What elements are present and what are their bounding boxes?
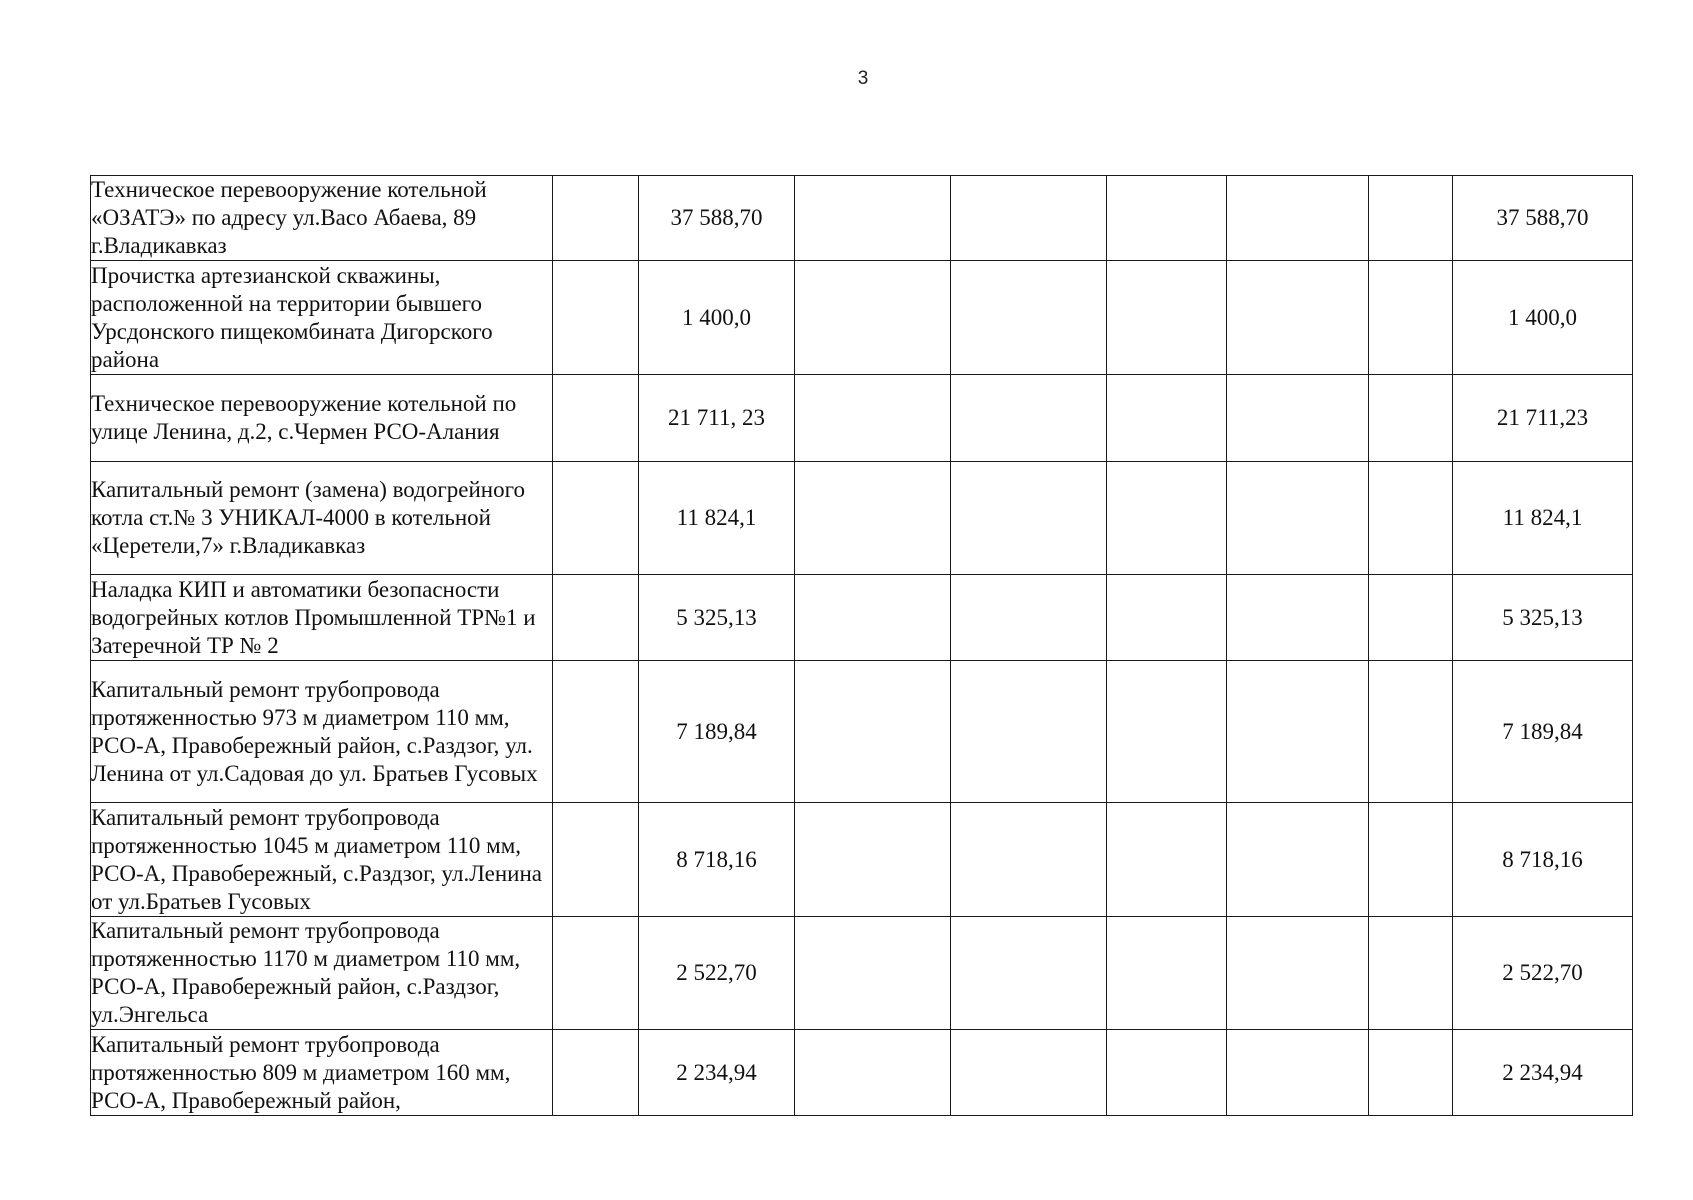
empty-cell (1107, 261, 1227, 375)
row-total: 11 824,1 (1453, 462, 1633, 575)
empty-cell (553, 462, 639, 575)
empty-cell (951, 261, 1107, 375)
empty-cell (795, 1030, 951, 1116)
empty-cell (1227, 261, 1369, 375)
empty-cell (1227, 176, 1369, 261)
empty-cell (553, 375, 639, 462)
empty-cell (553, 661, 639, 803)
empty-cell (553, 803, 639, 917)
empty-cell (1369, 1030, 1453, 1116)
row-amount: 2 234,94 (639, 1030, 795, 1116)
table-row (91, 575, 1633, 661)
budget-table (90, 175, 1633, 1116)
empty-cell (1369, 803, 1453, 917)
row-amount: 37 588,70 (639, 176, 795, 261)
empty-cell (951, 462, 1107, 575)
empty-cell (1227, 917, 1369, 1030)
empty-cell (795, 176, 951, 261)
row-description: Техническое перевооружение котельной «ОЗАТЭ» по адресу ул.Васо Абаева, 89 г.Владикавказ (91, 176, 553, 261)
row-total: 7 189,84 (1453, 661, 1633, 803)
row-description: Наладка КИП и автоматики безопасности водогрейных котлов Промышленной ТР№1 и Затеречной ТР № 2 (91, 575, 553, 661)
table-row (91, 1030, 1633, 1116)
empty-cell (951, 176, 1107, 261)
row-total: 5 325,13 (1453, 575, 1633, 661)
row-description: Капитальный ремонт трубопровода протяженностью 1045 м диаметром 110 мм, РСО-А, Правобережный, с.Раздзог, ул.Ленина от ул.Братьев Гусовых (91, 803, 553, 917)
table-row (91, 803, 1633, 917)
row-description: Капитальный ремонт (замена) водогрейного котла ст.№ 3 УНИКАЛ-4000 в котельной «Церетели,7» г.Владикавказ (91, 462, 553, 575)
empty-cell (1107, 575, 1227, 661)
row-total: 21 711,23 (1453, 375, 1633, 462)
row-description: Техническое перевооружение котельной по улице Ленина, д.2, с.Чермен РСО-Алания (91, 375, 553, 462)
empty-cell (1107, 375, 1227, 462)
empty-cell (951, 575, 1107, 661)
row-description: Прочистка артезианской скважины, расположенной на территории бывшего Урсдонского пищекомбината Дигорского района (91, 261, 553, 375)
empty-cell (1369, 375, 1453, 462)
empty-cell (795, 261, 951, 375)
row-description: Капитальный ремонт трубопровода протяженностью 973 м диаметром 110 мм, РСО-А, Правобережный район, с.Раздзог, ул. Ленина от ул.Садовая до ул. Братьев Гусовых (91, 661, 553, 803)
row-amount: 5 325,13 (639, 575, 795, 661)
empty-cell (553, 575, 639, 661)
empty-cell (1107, 462, 1227, 575)
table-row (91, 261, 1633, 375)
row-total: 1 400,0 (1453, 261, 1633, 375)
empty-cell (1227, 575, 1369, 661)
empty-cell (1227, 803, 1369, 917)
empty-cell (1107, 1030, 1227, 1116)
empty-cell (1227, 661, 1369, 803)
row-description: Капитальный ремонт трубопровода протяженностью 809 м диаметром 160 мм, РСО-А, Правобережный район, (91, 1030, 553, 1116)
empty-cell (1227, 1030, 1369, 1116)
empty-cell (553, 176, 639, 261)
empty-cell (951, 803, 1107, 917)
table-row (91, 462, 1633, 575)
empty-cell (795, 917, 951, 1030)
row-description: Капитальный ремонт трубопровода протяженностью 1170 м диаметром 110 мм, РСО-А, Правобережный район, с.Раздзог, ул.Энгельса (91, 917, 553, 1030)
row-total: 37 588,70 (1453, 176, 1633, 261)
empty-cell (951, 661, 1107, 803)
empty-cell (795, 462, 951, 575)
page-number: 3 (857, 68, 869, 89)
empty-cell (1369, 575, 1453, 661)
row-amount: 11 824,1 (639, 462, 795, 575)
empty-cell (795, 375, 951, 462)
table-row (91, 375, 1633, 462)
row-amount: 2 522,70 (639, 917, 795, 1030)
empty-cell (951, 1030, 1107, 1116)
table-row (91, 176, 1633, 261)
empty-cell (795, 803, 951, 917)
table-row (91, 661, 1633, 803)
empty-cell (553, 917, 639, 1030)
empty-cell (795, 661, 951, 803)
empty-cell (951, 917, 1107, 1030)
empty-cell (1369, 661, 1453, 803)
empty-cell (553, 1030, 639, 1116)
row-amount: 8 718,16 (639, 803, 795, 917)
empty-cell (1107, 803, 1227, 917)
row-total: 8 718,16 (1453, 803, 1633, 917)
empty-cell (1107, 661, 1227, 803)
empty-cell (1107, 917, 1227, 1030)
row-amount: 21 711, 23 (639, 375, 795, 462)
empty-cell (1369, 261, 1453, 375)
empty-cell (1227, 462, 1369, 575)
empty-cell (1369, 176, 1453, 261)
row-amount: 1 400,0 (639, 261, 795, 375)
empty-cell (1107, 176, 1227, 261)
row-total: 2 522,70 (1453, 917, 1633, 1030)
empty-cell (553, 261, 639, 375)
table-row (91, 917, 1633, 1030)
row-total: 2 234,94 (1453, 1030, 1633, 1116)
row-amount: 7 189,84 (639, 661, 795, 803)
empty-cell (1369, 462, 1453, 575)
empty-cell (1369, 917, 1453, 1030)
empty-cell (951, 375, 1107, 462)
empty-cell (1227, 375, 1369, 462)
empty-cell (795, 575, 951, 661)
